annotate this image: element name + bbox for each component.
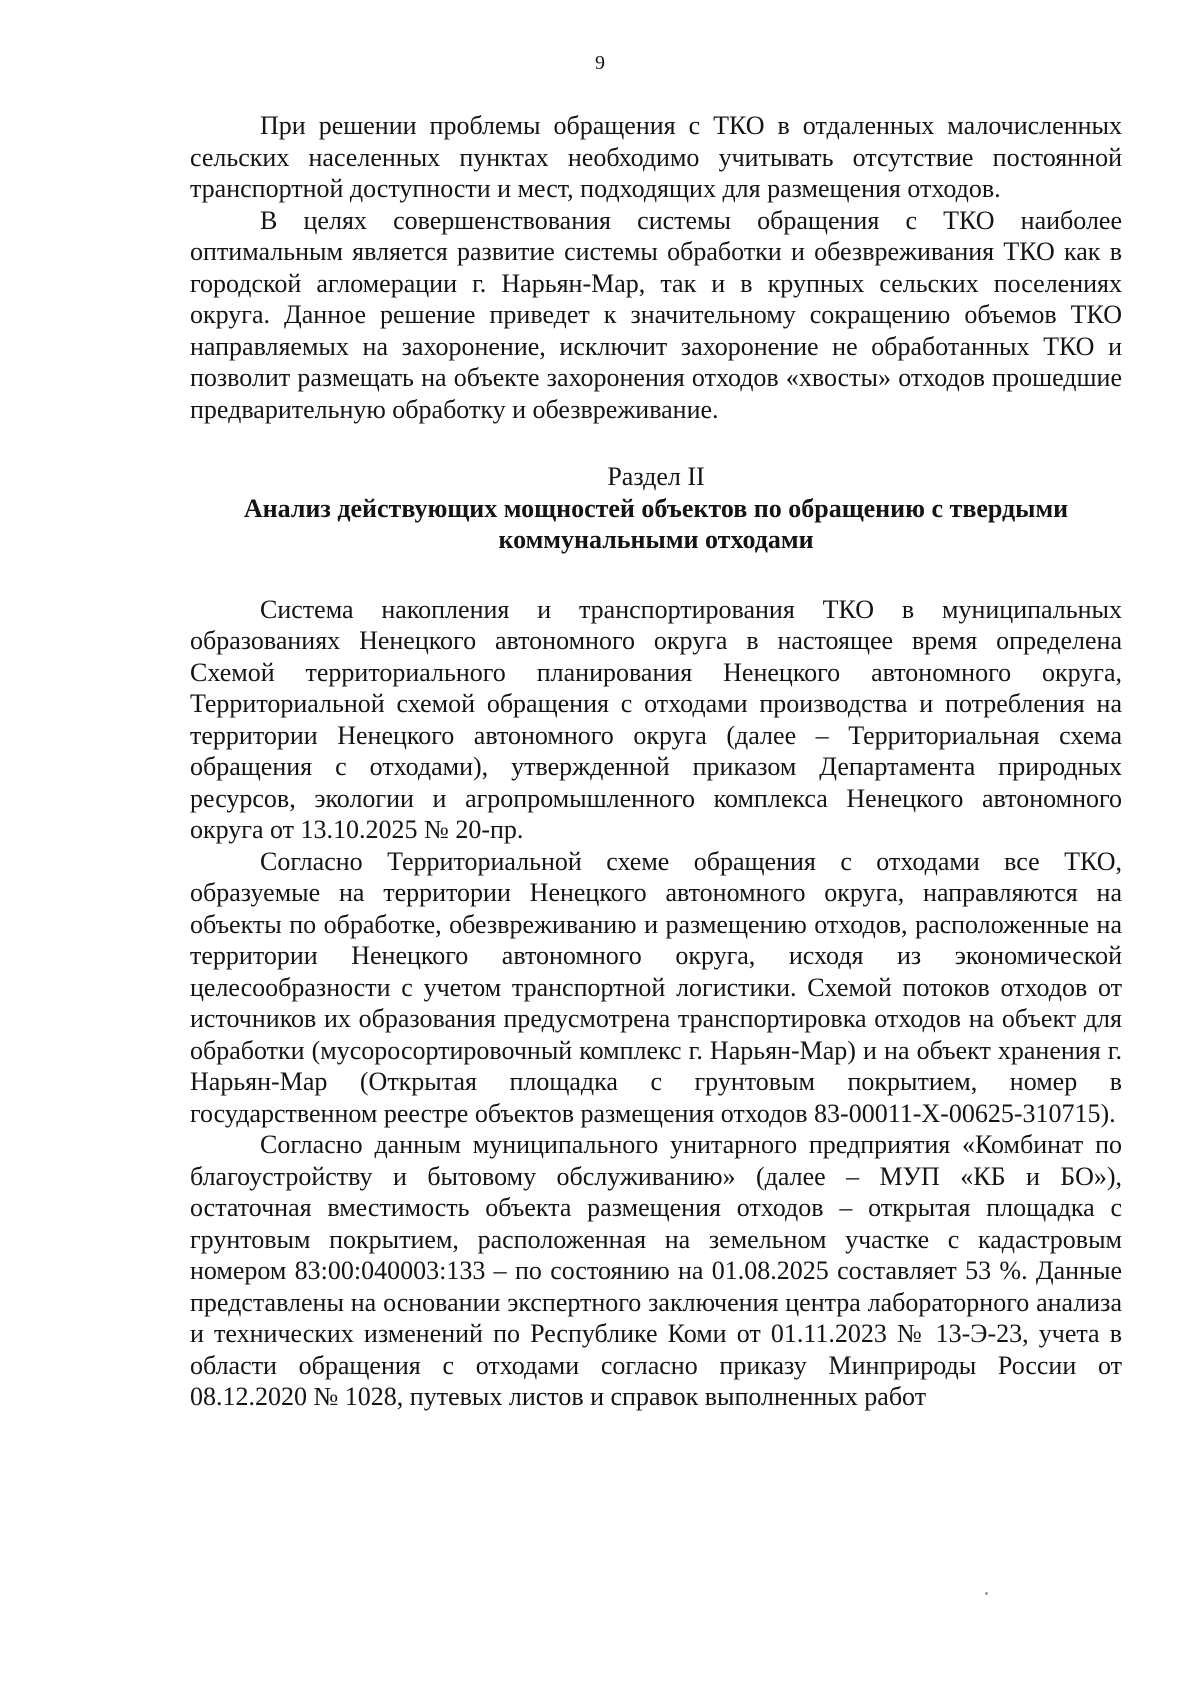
section-title: Анализ действующих мощностей объектов по обращению с твердыми коммунальными отходами	[243, 493, 1069, 554]
section-heading	[190, 461, 1122, 556]
paragraph: Система накопления и транспортирования ТКО в муниципальных образованиях Ненецкого автономного округа в настоящее время определена Схемой территориального планирования Ненецкого автономного округа, Территориальной схемой обращения с отходами производства и потребления на территории Ненецкого автономного округа (далее – Территориальная схема обращения с отходами), утвержденной приказом Департамента природных ресурсов, экологии и агропромышленного комплекса Ненецкого автономного округа от 13.10.2025 № 20-пр.	[190, 594, 1122, 844]
paragraph: В целях совершенствования системы обращения с ТКО наиболее оптимальным является развитие системы обработки и обезвреживания ТКО как в городской агломерации г. Нарьян-Мар, так и в крупных сельских поселениях округа. Данное решение приведет к значительному сокращению объемов ТКО направляемых на захоронение, исключит захоронение не обработанных ТКО и позволит размещать на объекте захоронения отходов «хвосты» отходов прошедшие предварительную обработку и обезвреживание.	[190, 205, 1122, 424]
section-label: Раздел II	[607, 462, 705, 491]
paragraph: Согласно Территориальной схеме обращения с отходами все ТКО, образуемые на территории Ненецкого автономного округа, направляются на объекты по обработке, обезвреживанию и размещению отходов, расположенные на территории Ненецкого автономного округа, исходя из экономической целесообразности с учетом транспортной логистики. Схемой потоков отходов от источников их образования предусмотрена транспортировка отходов на объект для обработки (мусоросортировочный комплекс г. Нарьян-Мар) и на объект хранения г. Нарьян-Мар (Открытая площадка с грунтовым покрытием, номер в государственном реестре объектов размещения отходов 83-00011-Х-00625-310715).	[190, 846, 1122, 1128]
page-number: 9	[595, 52, 605, 74]
paragraph: При решении проблемы обращения с ТКО в отдаленных малочисленных сельских населенных пунктах необходимо учитывать отсутствие постоянной транспортной доступности и мест, подходящих для размещения отходов.	[190, 111, 1122, 203]
paragraph: Согласно данным муниципального унитарного предприятия «Комбинат по благоустройству и бытовому обслуживанию» (далее – МУП «КБ и БО»), остаточная вместимость объекта размещения отходов – открытая площадка с грунтовым покрытием, расположенная на земельном участке с кадастровым номером 83:00:040003:133 – по состоянию на 01.08.2025 составляет 53 %. Данные представлены на основании экспертного заключения центра лабораторного анализа и технических изменений по Республике Коми от 01.11.2023 № 13-Э-23, учета в области обращения с отходами согласно приказу Минприроды России от 08.12.2020 № 1028, путевых листов и справок выполненных работ	[190, 1130, 1122, 1411]
scan-speck	[985, 1592, 988, 1595]
document-body	[190, 110, 1122, 1413]
